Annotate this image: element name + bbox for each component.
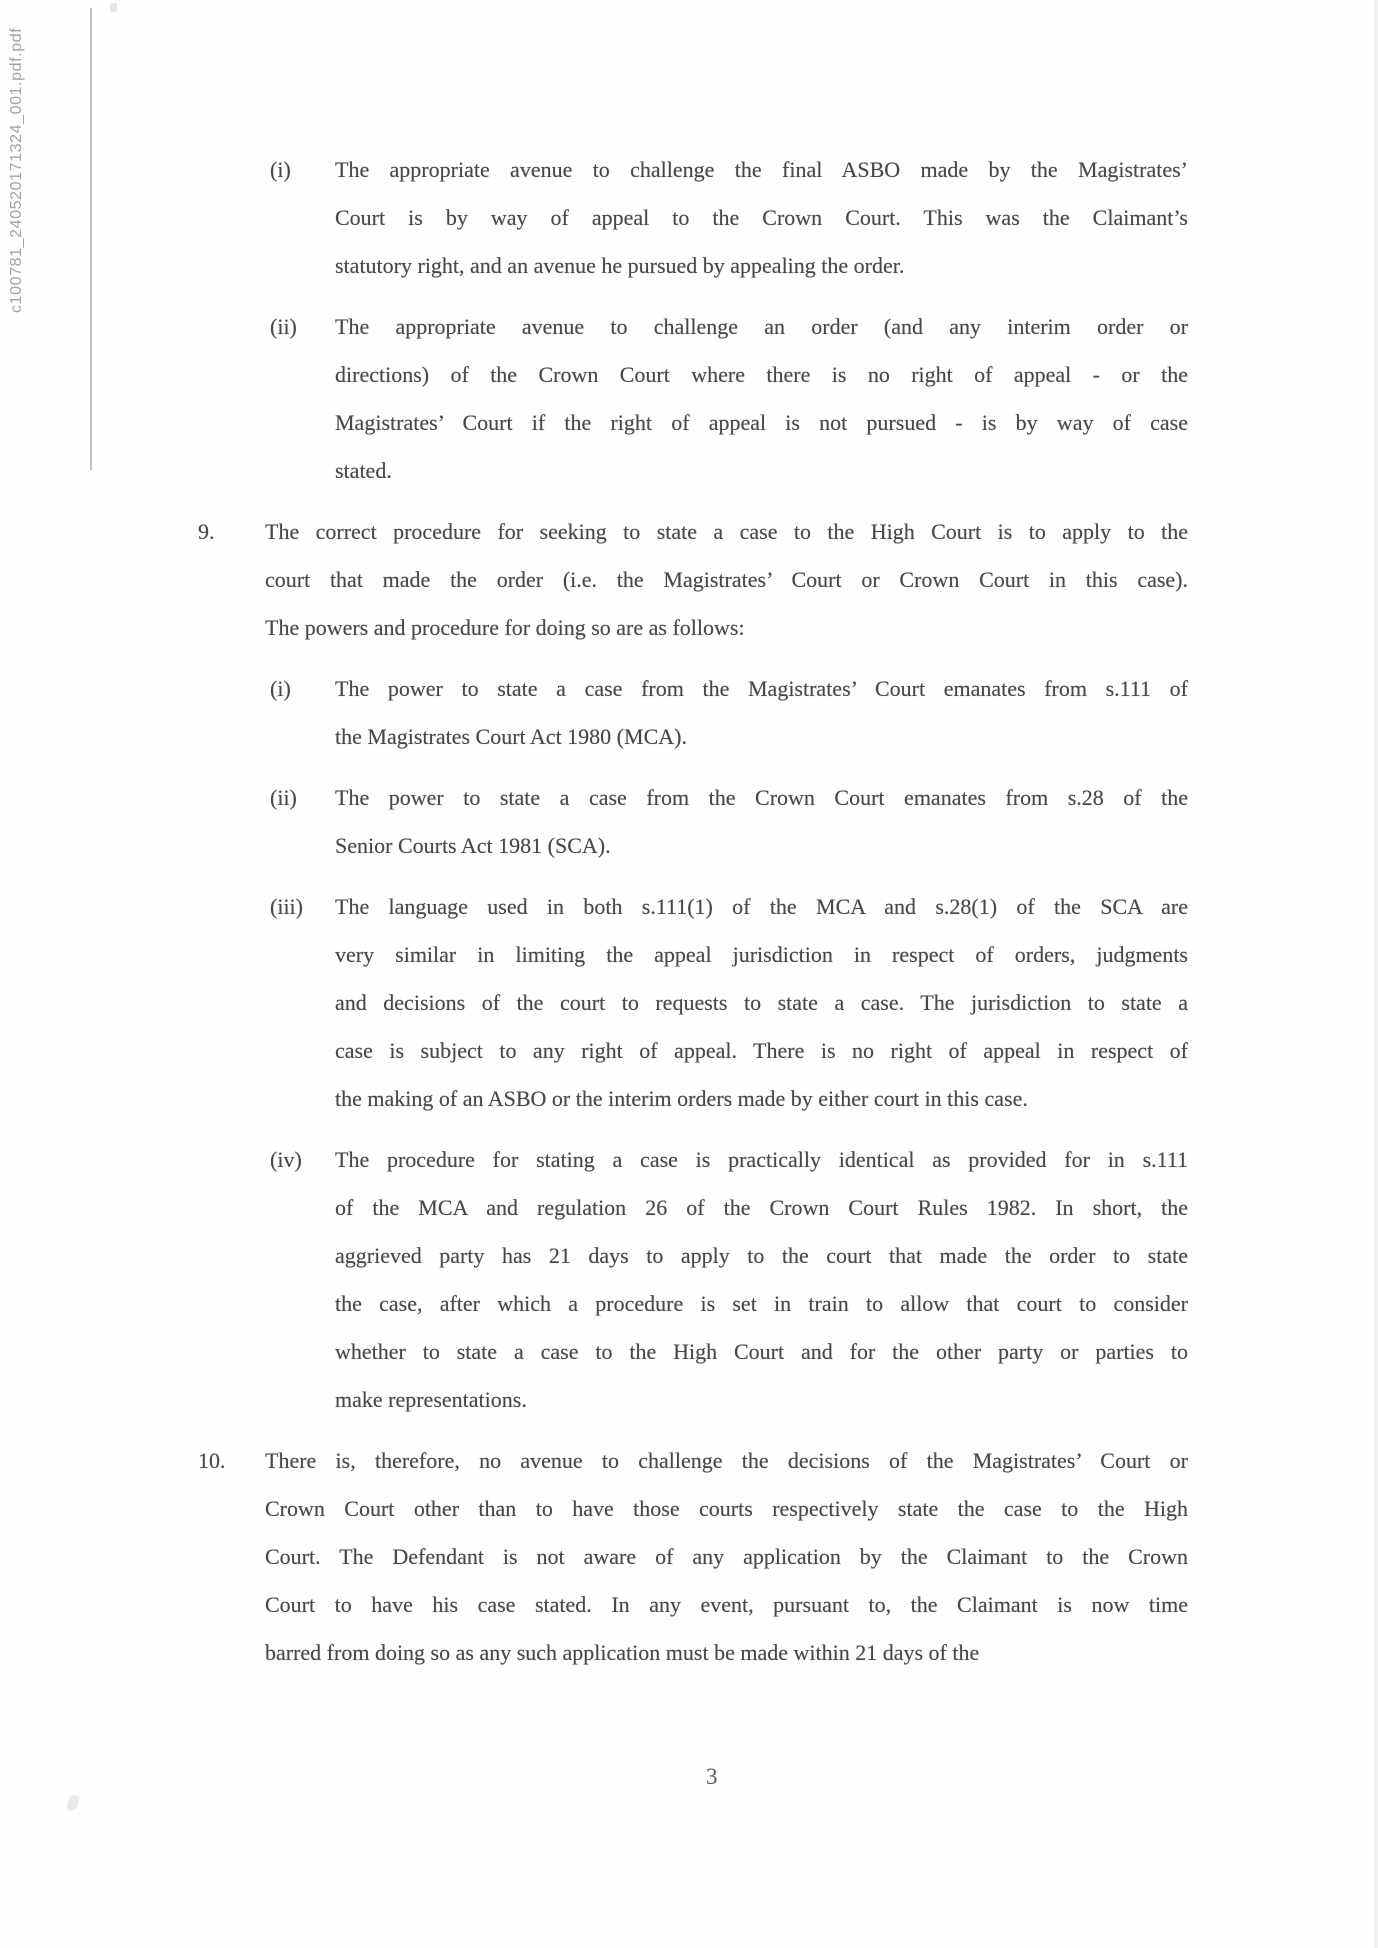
text-line: the Magistrates Court Act 1980 (MCA). xyxy=(335,724,687,749)
scan-artifact-bottom xyxy=(66,1794,80,1812)
paragraph-10 xyxy=(190,1437,1188,1677)
list-item-text xyxy=(335,665,1188,761)
list-item-text xyxy=(335,883,1188,1123)
paragraph-text xyxy=(265,1437,1188,1677)
text-line: There is, therefore, no avenue to challenge the decisions of the Magistrates’ Court or xyxy=(265,1448,1188,1473)
text-line: Magistrates’ Court if the right of appeal is not pursued - is by way of case xyxy=(335,410,1188,435)
text-line: The appropriate avenue to challenge an order (and any interim order or xyxy=(335,314,1188,339)
page-number: 3 xyxy=(706,1764,718,1789)
text-line: whether to state a case to the High Court and for the other party or parties to xyxy=(335,1339,1188,1364)
list-item-text xyxy=(335,146,1188,290)
text-line: barred from doing so as any such application must be made within 21 days of the xyxy=(265,1640,980,1665)
list-item-9-iv xyxy=(265,1136,1188,1424)
text-line: Court. The Defendant is not aware of any application by the Claimant to the Crown xyxy=(265,1544,1188,1569)
text-line: court that made the order (i.e. the Magistrates’ Court or Crown Court in this case). xyxy=(265,567,1188,592)
list-item-8-ii xyxy=(265,303,1188,495)
list-item-text xyxy=(335,303,1188,495)
text-line: statutory right, and an avenue he pursued by appealing the order. xyxy=(335,253,905,278)
text-line: case is subject to any right of appeal. There is no right of appeal in respect of xyxy=(335,1038,1188,1063)
list-marker: (i) xyxy=(270,157,291,182)
text-line: The power to state a case from the Crown Court emanates from s.28 of the xyxy=(335,785,1188,810)
list-item-9-i xyxy=(265,665,1188,761)
text-line: directions) of the Crown Court where there is no right of appeal - or the xyxy=(335,362,1188,387)
text-line: stated. xyxy=(335,458,392,483)
list-marker: (ii) xyxy=(270,314,297,339)
paragraph-text xyxy=(265,508,1188,652)
text-line: Senior Courts Act 1981 (SCA). xyxy=(335,833,611,858)
text-line: very similar in limiting the appeal jurisdiction in respect of orders, judgments xyxy=(335,942,1188,967)
list-marker: (i) xyxy=(270,676,291,701)
text-line: The correct procedure for seeking to state a case to the High Court is to apply to the xyxy=(265,519,1188,544)
text-line: The language used in both s.111(1) of the MCA and s.28(1) of the SCA are xyxy=(335,894,1188,919)
list-item-text xyxy=(335,1136,1188,1424)
text-line: Crown Court other than to have those courts respectively state the case to the High xyxy=(265,1496,1188,1521)
list-item-text xyxy=(335,774,1188,870)
list-item-8-i xyxy=(265,146,1188,290)
text-line: The appropriate avenue to challenge the final ASBO made by the Magistrates’ xyxy=(335,157,1188,182)
scan-artifact-top xyxy=(110,3,117,12)
text-line: Court to have his case stated. In any event, pursuant to, the Claimant is now time xyxy=(265,1592,1188,1617)
text-line: of the MCA and regulation 26 of the Crown Court Rules 1982. In short, the xyxy=(335,1195,1188,1220)
sidebar-filename-label: c100781_240520171324_001.pdf.pdf xyxy=(8,27,25,313)
document-body xyxy=(190,146,1188,1690)
list-item-9-iii xyxy=(265,883,1188,1123)
paragraph-number: 10. xyxy=(198,1448,226,1473)
paragraph-9 xyxy=(190,508,1188,652)
list-marker: (iv) xyxy=(270,1147,302,1172)
list-marker: (iii) xyxy=(270,894,303,919)
text-line: make representations. xyxy=(335,1387,527,1412)
text-line: The procedure for stating a case is practically identical as provided for in s.111 xyxy=(335,1147,1188,1172)
paragraph-number: 9. xyxy=(198,519,215,544)
text-line: aggrieved party has 21 days to apply to the court that made the order to state xyxy=(335,1243,1188,1268)
scan-right-edge xyxy=(1374,0,1378,1948)
list-marker: (ii) xyxy=(270,785,297,810)
text-line: the making of an ASBO or the interim orders made by either court in this case. xyxy=(335,1086,1028,1111)
text-line: Court is by way of appeal to the Crown Court. This was the Claimant’s xyxy=(335,205,1188,230)
text-line: and decisions of the court to requests to state a case. The jurisdiction to state a xyxy=(335,990,1188,1015)
text-line: the case, after which a procedure is set in train to allow that court to consider xyxy=(335,1291,1188,1316)
list-item-9-ii xyxy=(265,774,1188,870)
text-line: The powers and procedure for doing so are as follows: xyxy=(265,615,745,640)
text-line: The power to state a case from the Magistrates’ Court emanates from s.111 of xyxy=(335,676,1188,701)
margin-vertical-rule xyxy=(90,8,92,470)
